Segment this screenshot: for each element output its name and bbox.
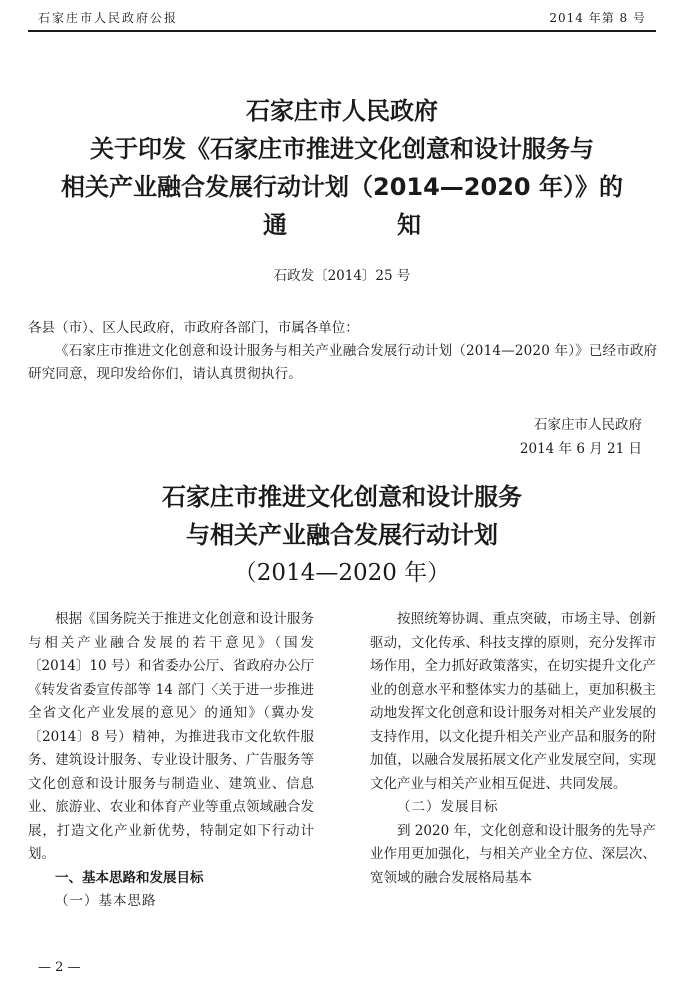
subsection-heading-2: （二）发展目标 xyxy=(397,799,499,815)
notice-title-line1: 石家庄市人民政府 xyxy=(246,97,438,125)
notice-title-line3: 相关产业融合发展行动计划（2014—2020 年）》的 xyxy=(61,173,623,201)
document-number: 石政发〔2014〕25 号 xyxy=(273,268,411,284)
plan-title-line2: 与相关产业融合发展行动计划 xyxy=(186,521,498,549)
running-header-issue: 2014 年第 8 号 xyxy=(549,11,646,25)
signer: 石家庄市人民政府 xyxy=(534,417,642,433)
plan-title-line3: （2014—2020 年） xyxy=(233,560,451,586)
page-number: — 2 — xyxy=(38,960,81,975)
addressee-line: 各县（市）、区人民政府，市政府各部门，市属各单位： xyxy=(28,320,359,336)
plan-title-line1: 石家庄市推进文化创意和设计服务 xyxy=(162,483,522,511)
header-rule xyxy=(28,30,656,32)
plan-title xyxy=(0,478,684,592)
notice-body: 《石家庄市推进文化创意和设计服务与相关产业融合发展行动计划（2014—2020 年）》已经市政府研究同意，现印发给你们，请认真贯彻执行。 xyxy=(28,343,658,382)
left-column xyxy=(28,608,314,914)
section-heading-1: 一、基本思路和发展目标 xyxy=(55,869,204,886)
right-column xyxy=(370,608,656,890)
subsection-heading-1: （一）基本思路 xyxy=(55,893,157,909)
notice-title xyxy=(0,92,684,244)
goals-paragraph: 到 2020 年，文化创意和设计服务的先导产业作用更加强化，与相关产业全方位、深层次、宽领域的融合发展格局基本 xyxy=(370,822,656,886)
intro-paragraph: 根据《国务院关于推进文化创意和设计服务与相关产业融合发展的若干意见》（国发〔2014〕10 号）和省委办公厅、省政府办公厅《转发省委宣传部等 14 部门〈关于进一步推进全省文化产业发展的意见〉的通知》（冀办发〔2014〕8 号）精神，为推进我市文化软件服务、建筑设计服务、专业设计服务、广告服务等文化创意和设计服务与制造业、建筑业、信息业、旅游业、农业和体育产业等重点领域融合发展，打造文化产业新优势，特制定如下行动计划。 xyxy=(28,611,314,862)
running-header-publication: 石家庄市人民政府公报 xyxy=(38,11,179,25)
notice-title-line2: 关于印发《石家庄市推进文化创意和设计服务与 xyxy=(90,135,594,163)
notice-title-line4: 通知 xyxy=(263,211,531,239)
principles-paragraph: 按照统筹协调、重点突破，市场主导、创新驱动，文化传承、科技支撑的原则，充分发挥市场作用，全力抓好政策落实，在切实提升文化产业的创意水平和整体实力的基础上，更加积极主动地发挥文化创意和设计服务对相关产业发展的支持作用，以文化提升相关产业产品和服务的附加值，以融合发展拓展文化产业发展空间，实现文化产业与相关产业相互促进、共同发展。 xyxy=(370,611,656,792)
issue-date: 2014 年 6 月 21 日 xyxy=(519,441,642,457)
